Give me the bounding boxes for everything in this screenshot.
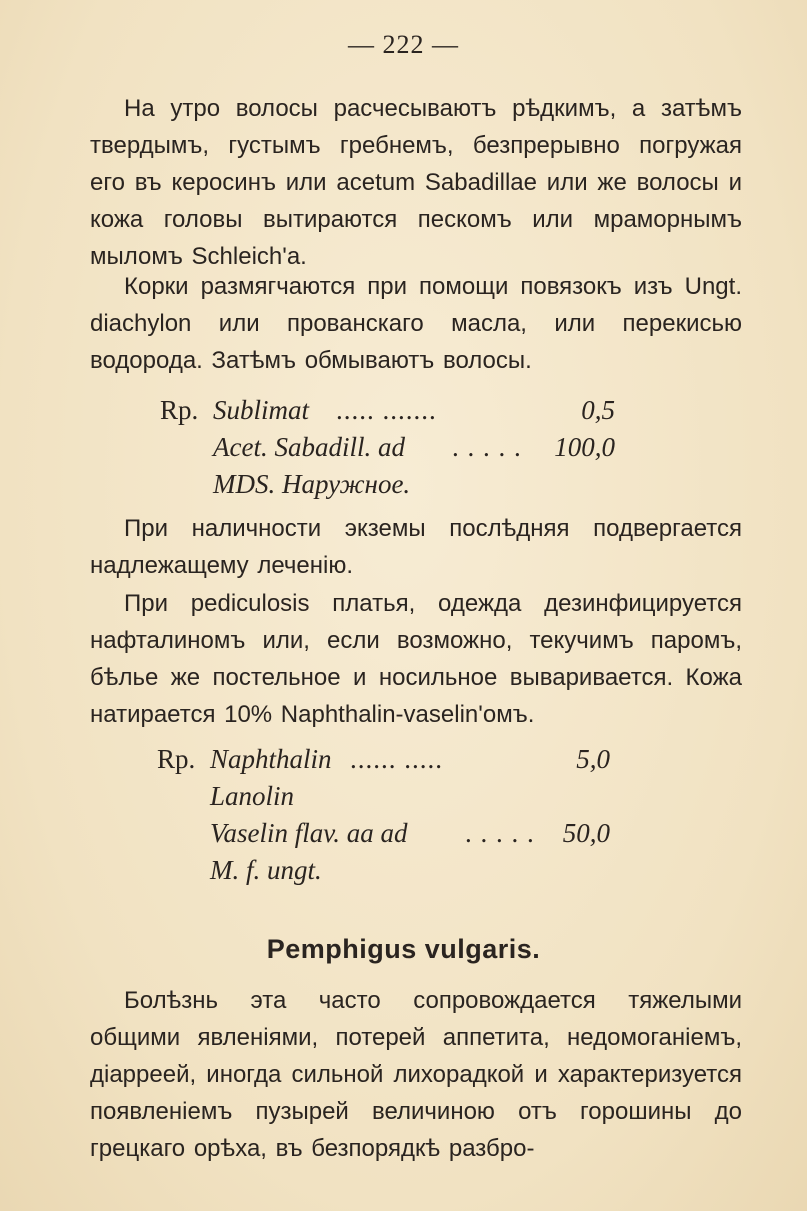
recipe-drug: Naphthalin [210,744,332,774]
recipe-dots: . . . . . [465,818,535,848]
recipe-instruction: MDS. Наружное. [213,469,411,499]
recipe-drug: Lanolin [210,781,295,811]
recipe-dots: ..... ....... [336,395,437,425]
paragraph-crusts: Корки размягчаются при помощи повязокъ изъ Ungt. diachylon или прованскаго масла, или перекисью водорода. Затѣмъ обмываютъ волосы. [90,273,742,374]
recipe-naphthalin [0,741,807,889]
recipe-drug: Acet. Sabadill. ad [213,432,405,462]
recipe-rp-label: Rp. [160,395,199,425]
recipe-drug: Vaselin flav. aa ad [210,818,408,848]
page-number: — 222 — [348,30,459,59]
paragraph-pediculosis: При pediculosis платья, одежда дезинфицируется нафталиномъ или, если возможно, текучимъ паромъ, бѣлье же постельное и носильное вываривается. Кожа натирается 10% Naphthalin-vaselin'омъ. [90,590,742,728]
paragraph-pemphigus: Болѣзнь эта часто сопровождается тяжелыми общими явленіями, потерей аппетита, недомоганіемъ, діарреей, иногда сильной лихорадкой и характеризуется появленіемъ пузырей величиною отъ горошины до грецкаго орѣха, въ безпорядкѣ разбро- [90,987,742,1162]
recipe-sublimat [0,392,807,503]
recipe-amount: 5,0 [576,744,610,774]
section-heading: Pemphigus vulgaris. [266,934,541,964]
recipe-instruction: M. f. ungt. [210,855,322,885]
paragraph-eczema: При наличности экземы послѣдняя подвергается надлежащему леченію. [90,515,742,579]
recipe-dots: ...... ..... [350,744,443,774]
recipe-amount: 50,0 [562,818,610,848]
recipe-drug: Sublimat [213,395,310,425]
recipe-dots: . . . . . [452,432,522,462]
recipe-amount: 100,0 [554,432,615,462]
paragraph-combing: На утро волосы расчесываютъ рѣдкимъ, а затѣмъ твердымъ, густымъ гребнемъ, безпрерывно погружая его въ керосинъ или acetum Sabadillae или же волосы и кожа головы вытираются пескомъ или мраморнымъ мыломъ Schleich'a. [90,95,742,270]
recipe-rp-label: Rp. [157,744,196,774]
recipe-amount: 0,5 [581,395,615,425]
